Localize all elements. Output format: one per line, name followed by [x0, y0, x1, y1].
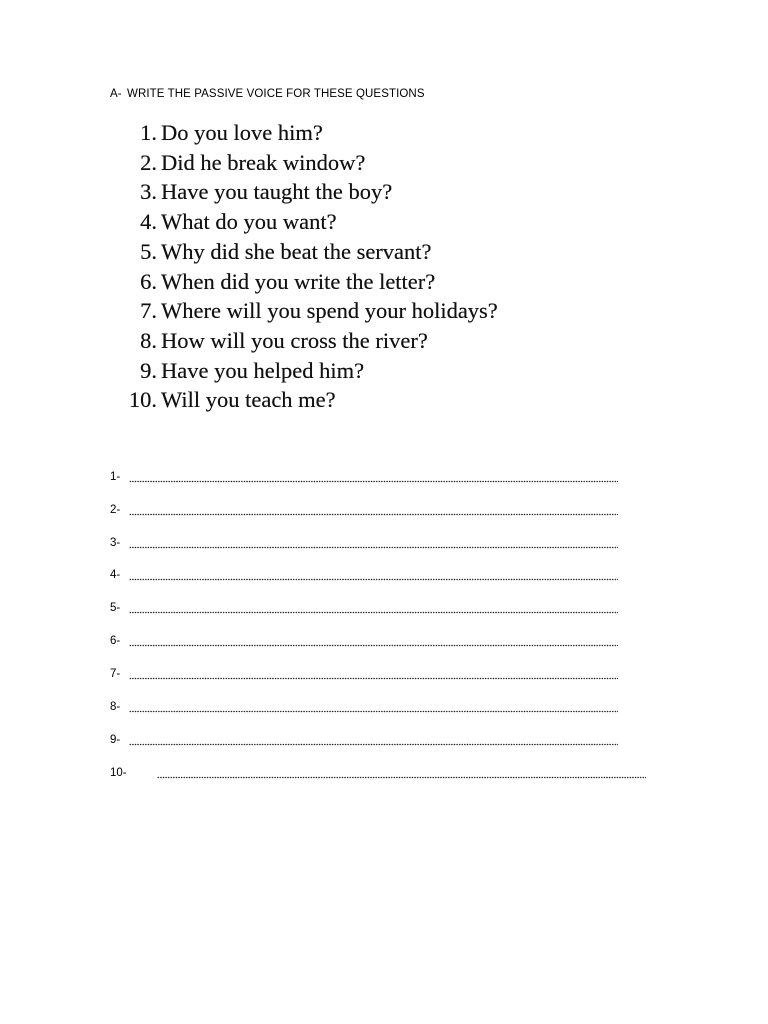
question-item: 8. How will you cross the river? — [140, 327, 428, 353]
question-item: 1. Do you love him? — [140, 120, 323, 145]
question-item: 10. Will you teach me? — [128, 387, 336, 413]
answer-line[interactable]: 1- — [110, 469, 618, 485]
answer-line[interactable]: 4- — [110, 567, 618, 583]
question-list-image — [112, 118, 562, 418]
answer-line[interactable]: 6- — [110, 633, 618, 649]
section-instruction: WRITE THE PASSIVE VOICE FOR THESE QUESTIONS — [127, 88, 425, 100]
answer-dotted-line[interactable] — [157, 765, 646, 781]
answer-line[interactable]: 8- — [110, 699, 618, 715]
question-item: 6. When did you write the letter? — [140, 268, 436, 294]
answer-line[interactable]: 3- — [110, 535, 618, 551]
answer-line[interactable]: 2- — [110, 502, 618, 518]
answer-dotted-line[interactable] — [129, 732, 618, 748]
answer-dotted-line[interactable] — [129, 633, 618, 649]
section-letter: A- — [110, 88, 122, 100]
answer-line[interactable]: 10- — [110, 765, 646, 781]
answer-dotted-line[interactable] — [129, 535, 618, 551]
answer-dotted-line[interactable] — [129, 666, 618, 682]
question-item: 4. What do you want? — [140, 209, 337, 235]
answer-dotted-line[interactable] — [129, 502, 618, 518]
answer-line[interactable]: 7- — [110, 666, 618, 682]
answer-line[interactable]: 9- — [110, 732, 618, 748]
question-item: 5. Why did she beat the servant? — [140, 238, 432, 264]
answer-dotted-line[interactable] — [129, 567, 618, 583]
answer-line[interactable]: 5- — [110, 600, 618, 616]
section-heading — [110, 88, 425, 100]
answer-dotted-line[interactable] — [129, 600, 618, 616]
question-item: 2. Did he break window? — [140, 149, 366, 175]
question-item: 7. Where will you spend your holidays? — [140, 298, 498, 324]
answer-dotted-line[interactable] — [129, 469, 618, 485]
question-item: 9. Have you helped him? — [140, 357, 365, 383]
question-item: 3. Have you taught the boy? — [140, 179, 393, 205]
answer-dotted-line[interactable] — [129, 699, 618, 715]
